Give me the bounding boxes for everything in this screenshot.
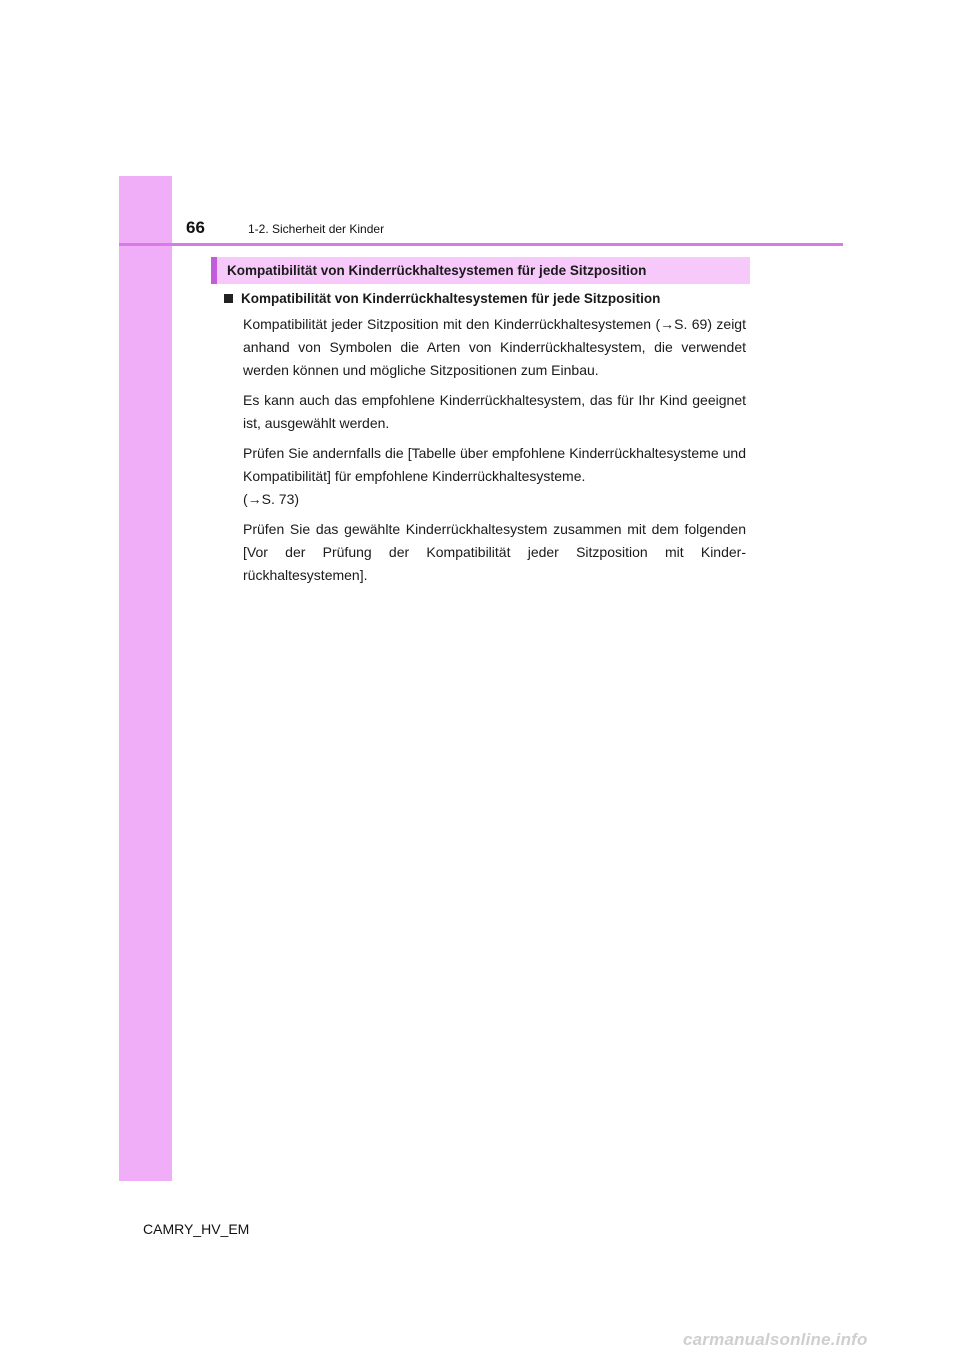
paragraph: Es kann auch das empfohlene Kinderrückhaltesystem, das für Ihr Kind geeignet ist, ausgewählt werden. bbox=[243, 392, 746, 431]
page-reference: (→S. 73) bbox=[243, 491, 300, 507]
watermark: carmanualsonline.info bbox=[683, 1330, 868, 1349]
square-bullet-icon bbox=[224, 294, 233, 303]
section-banner-title: Kompatibilität von Kinderrückhaltesystemen für jede Sitzposition bbox=[227, 263, 647, 278]
paragraph: Kompatibilität jeder Sitzposition mit den Kinderrückhaltesystemen (→S. 69) zeigt anhand von Symbolen die Arten von Kinderrückhaltesystem, die verwendet werden können und mögliche Sitzpositionen zum Einbau. bbox=[243, 316, 746, 378]
page-number: 66 bbox=[186, 218, 205, 237]
subheading-text: Kompatibilität von Kinderrückhaltesystemen für jede Sitzposition bbox=[241, 291, 661, 306]
subheading bbox=[224, 291, 754, 306]
header-divider bbox=[119, 243, 843, 246]
paragraph: Prüfen Sie das gewählte Kinderrückhaltesystem zusammen mit dem folgenden [Vor der Prüfung der Kompatibilität jeder Sitzposition mit Kinderrückhaltesystemen]. bbox=[243, 521, 746, 583]
breadcrumb: 1-2. Sicherheit der Kinder bbox=[248, 222, 385, 236]
chapter-tab-sidebar bbox=[119, 176, 172, 1181]
body-text bbox=[243, 313, 746, 594]
paragraph: Prüfen Sie andernfalls die [Tabelle über empfohlene Kinderrückhaltesysteme und Kompatibilität] für empfohlene Kinderrückhaltesysteme. bbox=[243, 445, 746, 484]
section-banner bbox=[211, 257, 750, 284]
model-code: CAMRY_HV_EM bbox=[143, 1221, 250, 1237]
